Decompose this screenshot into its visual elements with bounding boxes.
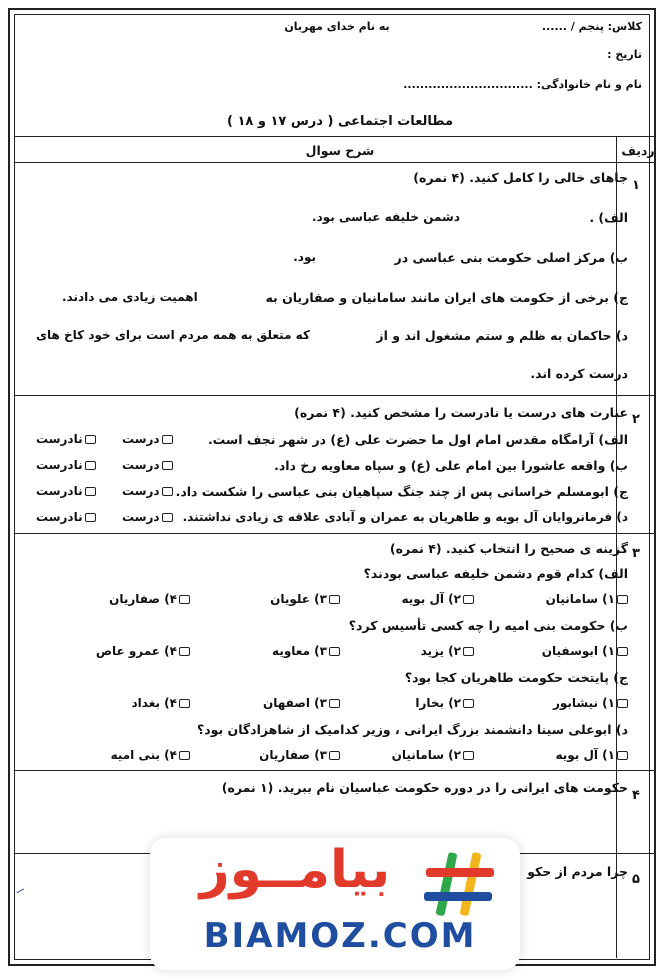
q3-d-option-4[interactable]	[111, 748, 190, 762]
student-name-label: نام و نام خانوادگی: ...............................	[403, 78, 642, 91]
checkbox-icon[interactable]	[162, 435, 173, 444]
checkbox-icon[interactable]	[85, 435, 96, 444]
option-label: ۲) بخارا	[415, 696, 461, 710]
checkbox-icon[interactable]	[329, 751, 340, 760]
question-5-number: ۵	[632, 872, 640, 887]
table-top-border	[14, 136, 655, 137]
table-header-divider	[14, 162, 655, 163]
option-label: ۲) سامانیان	[391, 748, 461, 762]
q3-c-option-4[interactable]	[132, 696, 190, 710]
q2-item-3: ج) ابومسلم خراسانی پس از چند جنگ سپاهیان بنی عباسی را شکست داد.	[175, 484, 628, 499]
option-label: ۲) یزید	[420, 644, 461, 658]
checkbox-icon[interactable]	[85, 513, 96, 522]
row3-divider	[14, 770, 655, 771]
checkbox-icon[interactable]	[463, 647, 474, 656]
hashtag-logo-icon	[420, 848, 500, 920]
date-label: تاریخ :	[607, 48, 642, 61]
q1-item-d-start: د) حاکمان به ظلم و ستم مشغول اند و از	[376, 328, 628, 343]
question-1-number: ۱	[632, 178, 640, 193]
class-label: کلاس: پنجم / ......	[541, 20, 642, 33]
checkbox-icon[interactable]	[617, 751, 628, 760]
q3-item-a-question: الف) کدام قوم دشمن خلیفه عباسی بودند؟	[363, 566, 628, 581]
checkbox-icon[interactable]	[463, 751, 474, 760]
checkbox-icon[interactable]	[329, 699, 340, 708]
row1-divider	[14, 395, 655, 396]
checkbox-icon[interactable]	[329, 595, 340, 604]
exam-title: مطالعات اجتماعی ( درس ۱۷ و ۱۸ )	[226, 114, 454, 129]
q2-item-3-false-option[interactable]	[36, 484, 96, 498]
option-label: ۳) اصفهان	[262, 696, 327, 710]
checkbox-icon[interactable]	[162, 461, 173, 470]
q3-item-c-question: ج) پایتخت حکومت طاهریان کجا بود؟	[404, 670, 628, 685]
q3-b-option-4[interactable]	[96, 644, 190, 658]
checkbox-icon[interactable]	[162, 487, 173, 496]
q2-item-1: الف) آرامگاه مقدس امام اول ما حضرت علی (ع) در شهر نجف است.	[207, 432, 628, 447]
q3-prompt: گزینه ی صحیح را انتخاب کنید. (۴ نمره)	[389, 541, 628, 556]
q3-c-option-2[interactable]	[415, 696, 474, 710]
option-label: ۱) نیشابور	[552, 696, 615, 710]
option-label: ۱) آل بویه	[555, 748, 615, 762]
checkbox-icon[interactable]	[329, 647, 340, 656]
q1-item-b-end: بود.	[293, 250, 316, 264]
option-label: ۲) آل بویه	[401, 592, 461, 606]
question-3-number: ۳	[632, 546, 640, 561]
option-label: ۴) صفاریان	[109, 592, 177, 606]
true-label: درست	[122, 432, 160, 446]
checkbox-icon[interactable]	[179, 699, 190, 708]
column-row-header: ردیف	[621, 143, 655, 158]
true-label: درست	[122, 458, 160, 472]
false-label: نادرست	[36, 432, 83, 446]
q2-item-3-true-option[interactable]	[122, 484, 173, 498]
checkbox-icon[interactable]	[85, 461, 96, 470]
q1-item-a-start: الف) .	[589, 210, 628, 225]
biamoz-watermark	[150, 838, 520, 970]
q4-prompt: حکومت های ایرانی را در دوره حکومت عباسیان نام ببرید. (۱ نمره)	[221, 780, 628, 795]
q3-b-option-3[interactable]	[272, 644, 340, 658]
q2-item-4-false-option[interactable]	[36, 510, 96, 524]
question-2-number: ۲	[632, 412, 640, 427]
q3-d-option-3[interactable]	[259, 748, 340, 762]
checkbox-icon[interactable]	[179, 647, 190, 656]
q3-a-option-3[interactable]	[270, 592, 340, 606]
q5-prompt: چرا مردم از حکو	[527, 864, 628, 879]
option-label: ۱) ابوسفیان	[541, 644, 615, 658]
false-label: نادرست	[36, 484, 83, 498]
q3-item-d-question: د) ابوعلی سینا دانشمند بزرگ ایرانی ، وزیر کدامیک از شاهزادگان بود؟	[197, 722, 628, 737]
true-label: درست	[122, 510, 160, 524]
q1-item-d-continuation: درست کرده اند.	[530, 366, 628, 381]
option-label: ۳) علویان	[270, 592, 327, 606]
checkbox-icon[interactable]	[162, 513, 173, 522]
q2-item-2-false-option[interactable]	[36, 458, 96, 472]
checkbox-icon[interactable]	[617, 699, 628, 708]
q3-a-option-4[interactable]	[109, 592, 190, 606]
q1-item-c-start: ج) برخی از حکومت های ایران مانند سامانیان و صفاریان به	[265, 290, 628, 305]
checkbox-icon[interactable]	[179, 751, 190, 760]
q3-d-option-2[interactable]	[392, 748, 474, 762]
option-label: ۴) عمرو عاص	[95, 644, 177, 658]
watermark-english-text: BIAMOZ.COM	[203, 916, 477, 956]
q2-item-1-false-option[interactable]	[36, 432, 96, 446]
q3-c-option-3[interactable]	[263, 696, 340, 710]
q1-item-d-end: که متعلق به همه مردم است برای خود کاخ های	[36, 328, 310, 342]
checkbox-icon[interactable]	[617, 647, 628, 656]
q1-item-b-start: ب) مرکز اصلی حکومت بنی عباسی در	[394, 250, 628, 265]
q1-item-a-end: دشمن خلیفه عباسی بود.	[312, 210, 460, 224]
q2-item-4: د) فرمانروایان آل بویه و طاهریان به عمران و آبادی علاقه ی زیادی نداشتند.	[182, 510, 628, 524]
row2-divider	[14, 533, 655, 534]
q1-item-c-end: اهمیت زیادی می دادند.	[62, 290, 198, 304]
option-label: ۱) سامانیان	[545, 592, 615, 606]
option-label: ۳) صفاریان	[259, 748, 327, 762]
q2-prompt: عبارت های درست یا نادرست را مشخص کنید. (۴ نمره)	[294, 405, 628, 420]
q2-item-1-true-option[interactable]	[122, 432, 173, 446]
q2-item-4-true-option[interactable]	[122, 510, 173, 524]
q3-item-b-question: ب) حکومت بنی امیه را چه کسی تأسیس کرد؟	[348, 618, 628, 633]
option-label: ۴) بنی امیه	[110, 748, 177, 762]
false-label: نادرست	[36, 510, 83, 524]
checkbox-icon[interactable]	[179, 595, 190, 604]
q3-a-option-1[interactable]	[546, 592, 628, 606]
option-label: ۴) بغداد	[131, 696, 177, 710]
q2-item-2-true-option[interactable]	[122, 458, 173, 472]
checkbox-icon[interactable]	[463, 699, 474, 708]
checkbox-icon[interactable]	[617, 595, 628, 604]
basmala: به نام خدای مهربان	[284, 20, 390, 33]
question-4-number: ۴	[632, 788, 640, 803]
false-label: نادرست	[36, 458, 83, 472]
true-label: درست	[122, 484, 160, 498]
q3-d-option-1[interactable]	[555, 748, 628, 762]
option-label: ۳) معاویه	[272, 644, 327, 658]
checkbox-icon[interactable]	[85, 487, 96, 496]
q2-item-2: ب) واقعه عاشورا بین امام علی (ع) و سپاه معاویه رخ داد.	[274, 458, 628, 473]
q3-c-option-1[interactable]	[553, 696, 628, 710]
column-question-header: شرح سوال	[305, 143, 375, 158]
watermark-persian-text: بیامــوز	[199, 840, 391, 900]
q1-prompt: جاهای خالی را کامل کنید. (۴ نمره)	[413, 170, 628, 185]
q3-a-option-2[interactable]	[401, 592, 474, 606]
q3-b-option-1[interactable]	[542, 644, 628, 658]
q3-b-option-2[interactable]	[421, 644, 474, 658]
checkbox-icon[interactable]	[463, 595, 474, 604]
